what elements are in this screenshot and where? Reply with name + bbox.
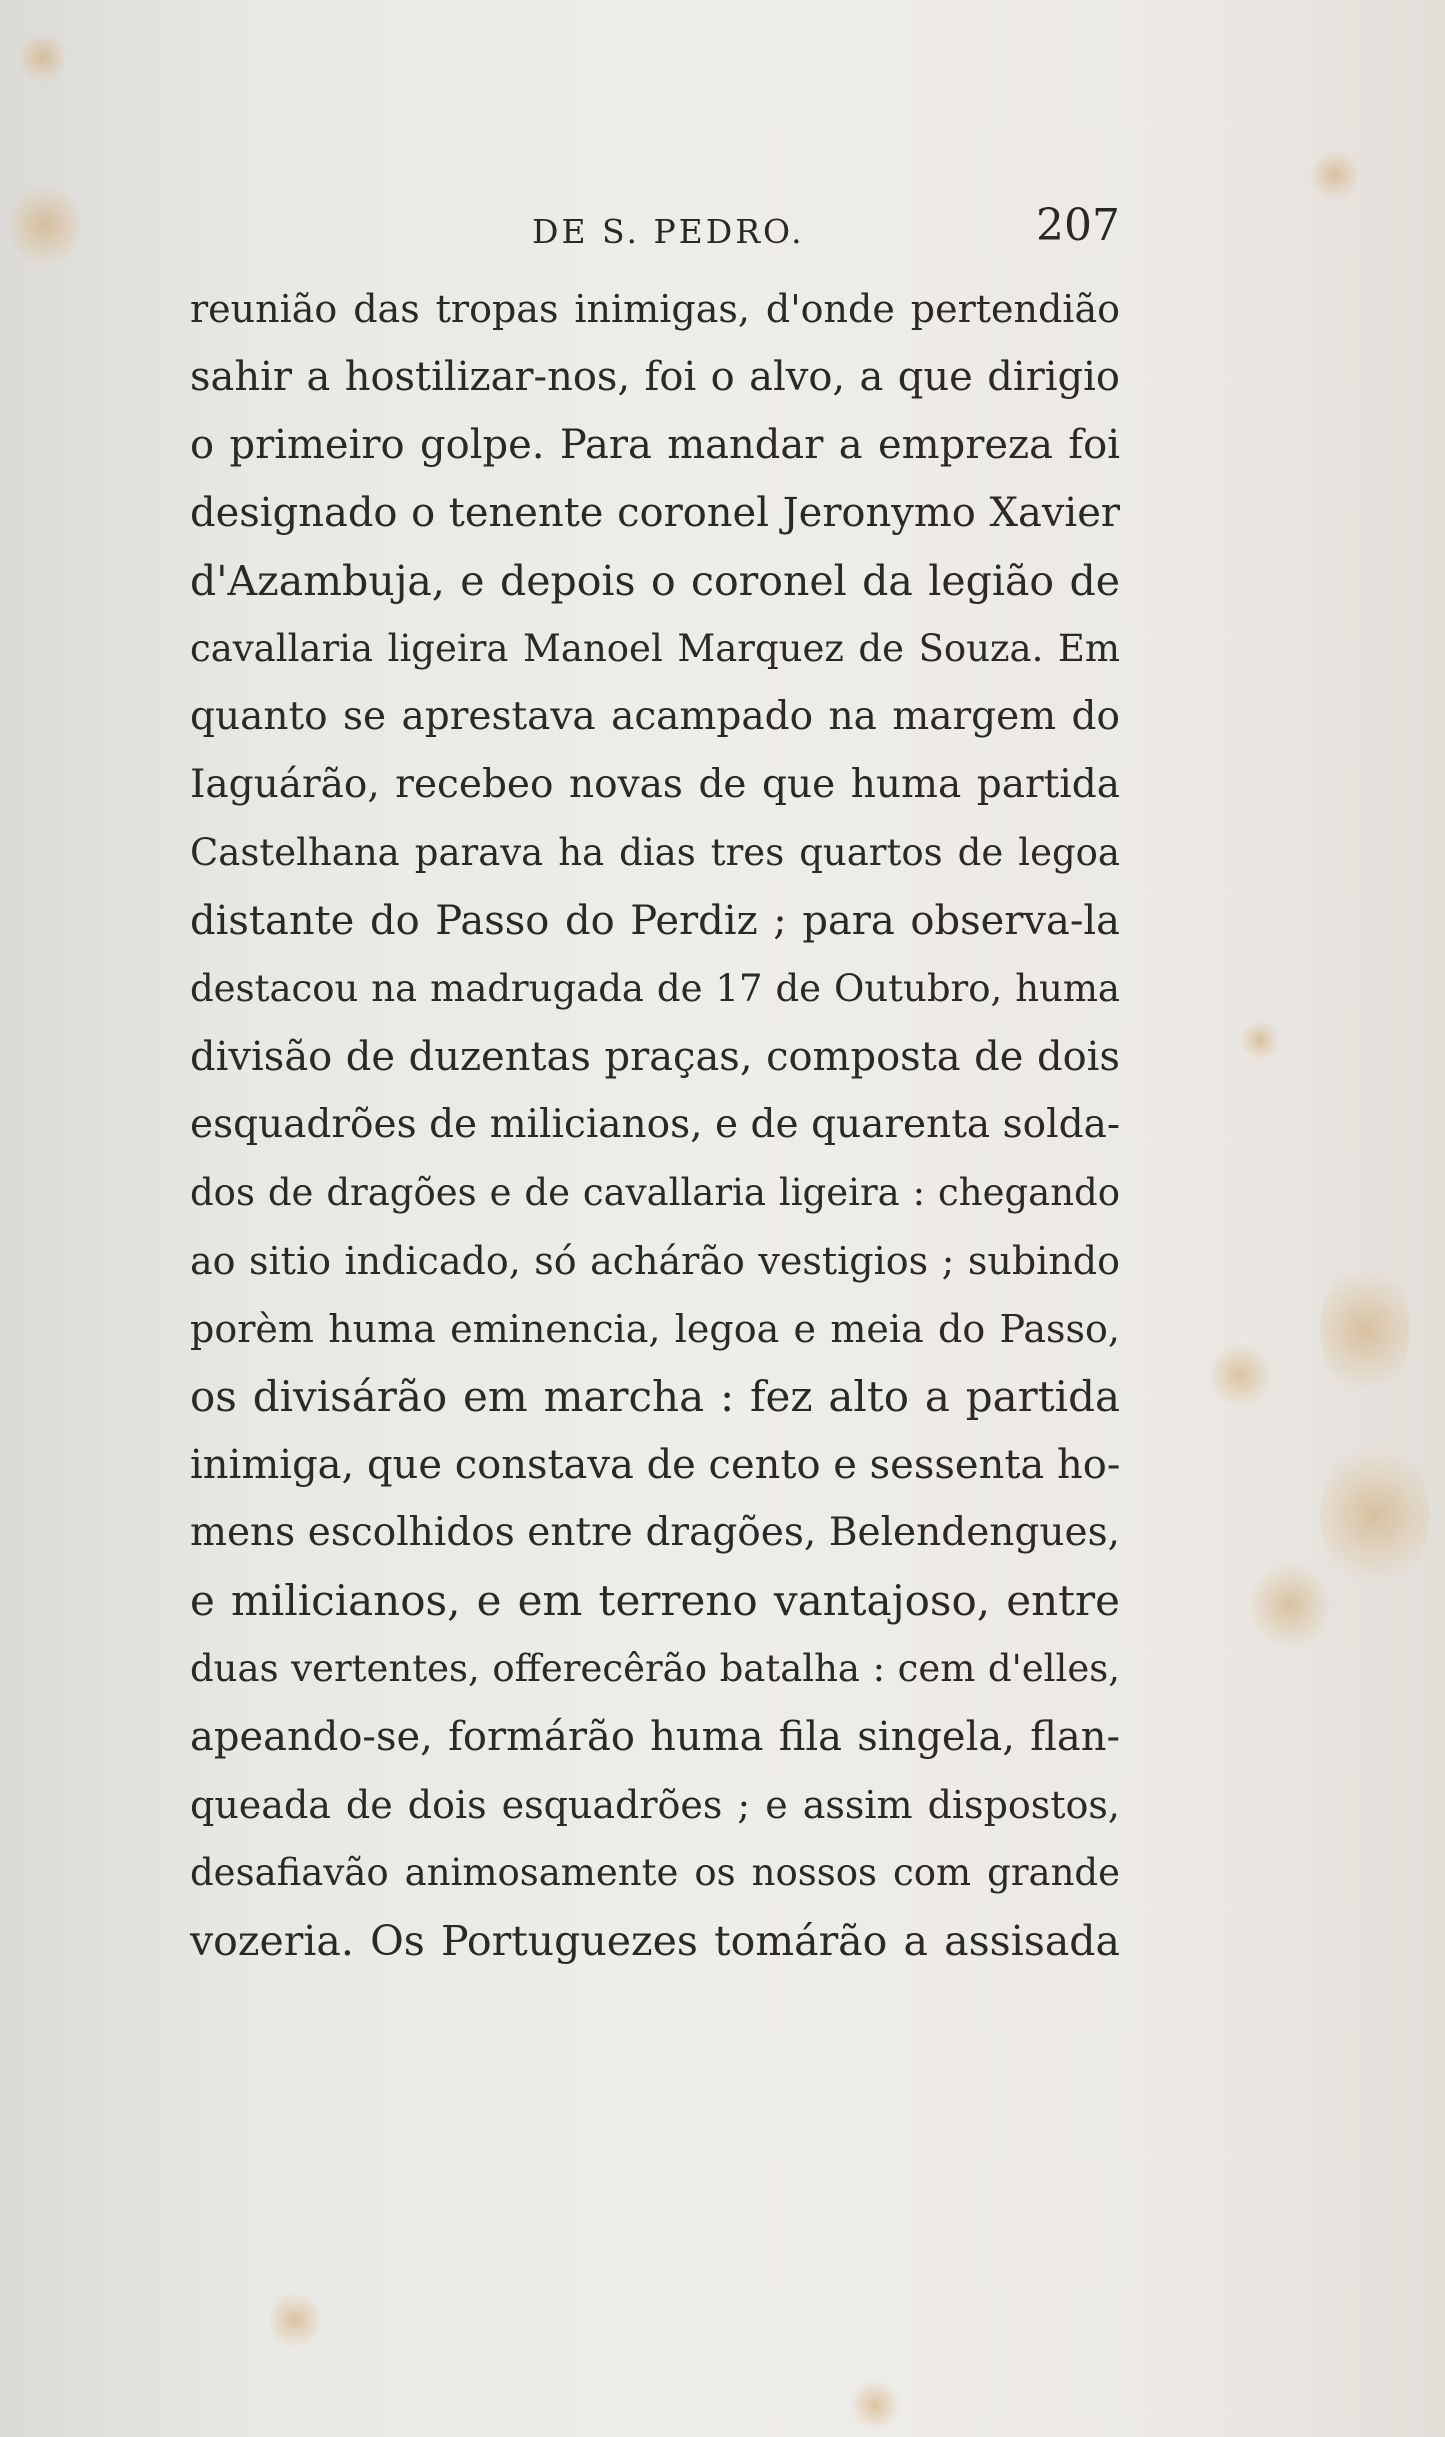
- running-head: [190, 200, 1120, 260]
- text-line: Iaguárão, recebeo novas de que huma partida: [190, 762, 1120, 807]
- foxing-stain: [1250, 1560, 1330, 1650]
- text-line: queada de dois esquadrões ; e assim dispostos,: [190, 1783, 1120, 1827]
- text-line: dos de dragões e de cavallaria ligeira : chegando: [190, 1171, 1120, 1214]
- text-line: esquadrões de milicianos, e de quarenta solda-: [190, 1102, 1120, 1147]
- foxing-stain: [1240, 1020, 1280, 1060]
- text-line: reunião das tropas inimigas, d'onde pertendião: [190, 287, 1120, 331]
- text-line: destacou na madrugada de 17 de Outubro, huma: [190, 967, 1120, 1010]
- text-line: ao sitio indicado, só achárão vestigios ; subindo: [190, 1239, 1120, 1283]
- foxing-stain: [10, 180, 80, 270]
- text-line: o primeiro golpe. Para mandar a empreza foi: [190, 422, 1120, 468]
- text-line: designado o tenente coronel Jeronymo Xavier: [190, 490, 1120, 536]
- foxing-stain: [1320, 1260, 1410, 1400]
- foxing-stain: [1320, 1440, 1430, 1590]
- text-line: quanto se aprestava acampado na margem do: [190, 694, 1120, 739]
- foxing-stain: [1210, 1340, 1270, 1410]
- foxing-stain: [20, 30, 65, 85]
- text-line: distante do Passo do Perdiz ; para observa-la: [190, 898, 1120, 944]
- text-line: Castelhana parava ha dias tres quartos de legoa: [190, 831, 1120, 874]
- text-line: vozeria. Os Portuguezes tomárão a assisada: [190, 1917, 1120, 1965]
- foxing-stain: [1310, 150, 1360, 200]
- text-line: e milicianos, e em terreno vantajoso, entre: [190, 1576, 1120, 1625]
- running-title: DE S. PEDRO.: [532, 212, 805, 251]
- text-line: sahir a hostilizar-nos, foi o alvo, a que dirigio: [190, 354, 1120, 400]
- text-line: cavallaria ligeira Manoel Marquez de Souza. Em: [190, 627, 1120, 670]
- body-text: [190, 275, 1120, 1975]
- text-line: apeando-se, formárão huma fila singela, flan-: [190, 1714, 1120, 1760]
- page-number: 207: [1036, 200, 1120, 251]
- text-line: duas vertentes, offerecêrão batalha : cem d'elles,: [190, 1647, 1120, 1690]
- text-line: inimiga, que constava de cento e sessenta ho-: [190, 1442, 1121, 1488]
- text-line: mens escolhidos entre dragões, Belendengues,: [190, 1510, 1120, 1555]
- text-line: desafiavão animosamente os nossos com grande: [190, 1851, 1120, 1894]
- text-line: d'Azambuja, e depois o coronel da legião de: [190, 557, 1120, 605]
- foxing-stain: [270, 2290, 320, 2350]
- foxing-stain: [850, 2380, 900, 2430]
- text-line: divisão de duzentas praças, composta de dois: [190, 1034, 1120, 1080]
- text-line: porèm huma eminencia, legoa e meia do Passo,: [190, 1307, 1120, 1351]
- text-line: os divisárão em marcha : fez alto a partida: [190, 1372, 1120, 1421]
